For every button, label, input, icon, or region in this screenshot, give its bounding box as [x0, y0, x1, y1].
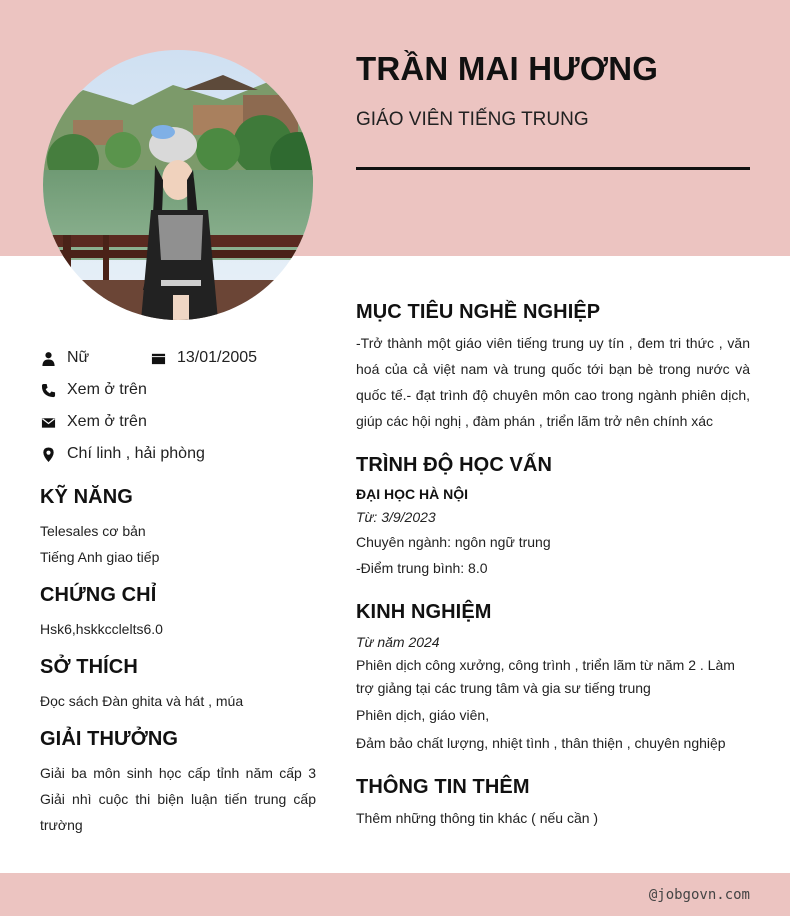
- education-period: Từ: 3/9/2023: [356, 509, 436, 525]
- phone-icon: [40, 382, 56, 398]
- education-gpa: -Điểm trung bình: 8.0: [356, 560, 488, 576]
- mail-icon: [40, 414, 56, 430]
- objective-title: MỤC TIÊU NGHỀ NGHIỆP: [356, 301, 601, 323]
- right-column: [356, 301, 750, 851]
- certificates-section: [40, 584, 316, 642]
- awards-section: [40, 728, 316, 838]
- experience-line: Phiên dịch công xưởng, công trình , triển lãm từ năm 2 . Làm trợ giảng tại các trung tâm và gia sư tiếng trung: [356, 657, 735, 696]
- school-name: ĐẠI HỌC HÀ NỘI: [356, 486, 468, 502]
- title-divider: [356, 167, 750, 170]
- birthday-group: [150, 349, 316, 367]
- hobbies-section: [40, 656, 316, 714]
- certificates-text: Hsk6,hskkcclelts6.0: [40, 621, 163, 637]
- objective-text: -Trở thành một giáo viên tiếng trung uy tín , đem tri thức , văn hoá của cả việt nam và trung quốc tới bạn bè trong nước và quốc tế.- đạt trình độ chuyên môn cao trong ngành phiên dịch, giúp các hội nghị , đàm phán , triển lãm trở nên chính xác: [356, 335, 750, 429]
- experience-section: [356, 601, 750, 756]
- objective-section: [356, 301, 750, 434]
- hobbies-text: Đọc sách Đàn ghita và hát , múa: [40, 693, 244, 709]
- address-value: Chí linh , hải phòng: [67, 445, 205, 462]
- awards-text: Giải ba môn sinh học cấp tỉnh năm cấp 3 Giải nhì cuộc thi biện luận tiến trung cấp trường: [40, 765, 316, 833]
- experience-line: Đảm bảo chất lượng, nhiệt tình , thân thiện , chuyên nghiệp: [356, 735, 726, 751]
- extra-info-text: Thêm những thông tin khác ( nếu cần ): [356, 810, 599, 826]
- contact-row-email: [40, 406, 316, 438]
- candidate-name: TRẦN MAI HƯƠNG: [356, 50, 659, 87]
- extra-info-section: [356, 776, 750, 831]
- contact-row-phone: [40, 374, 316, 406]
- awards-title: GIẢI THƯỞNG: [40, 728, 179, 750]
- contact-info: [40, 342, 316, 470]
- birthday-value: 13/01/2005: [177, 349, 258, 366]
- skills-title: KỸ NĂNG: [40, 486, 133, 508]
- email-value: Xem ở trên: [67, 413, 147, 430]
- hobbies-title: SỞ THÍCH: [40, 656, 138, 678]
- left-column: [40, 486, 316, 852]
- job-title: GIÁO VIÊN TIẾNG TRUNG: [356, 109, 589, 130]
- extra-info-title: THÔNG TIN THÊM: [356, 776, 530, 798]
- person-icon: [40, 350, 56, 366]
- location-pin-icon: [40, 446, 56, 462]
- education-title: TRÌNH ĐỘ HỌC VẤN: [356, 454, 553, 476]
- contact-row-address: [40, 438, 316, 470]
- calendar-icon: [150, 350, 166, 366]
- skills-section: [40, 486, 316, 570]
- profile-photo: [43, 50, 313, 320]
- education-section: [356, 454, 750, 581]
- education-major: Chuyên ngành: ngôn ngữ trung: [356, 534, 551, 550]
- experience-line: Phiên dịch, giáo viên,: [356, 707, 490, 723]
- gender-value: Nữ: [67, 349, 90, 366]
- skill-item: Tiếng Anh giao tiếp: [40, 549, 160, 565]
- skill-item: Telesales cơ bản: [40, 523, 146, 539]
- experience-title: KINH NGHIỆM: [356, 601, 492, 623]
- certificates-title: CHỨNG CHỈ: [40, 584, 157, 606]
- contact-row-gender-birthday: [40, 342, 316, 374]
- footer-watermark: @jobgovn.com: [648, 887, 750, 903]
- experience-period: Từ năm 2024: [356, 634, 440, 650]
- phone-value: Xem ở trên: [67, 381, 147, 398]
